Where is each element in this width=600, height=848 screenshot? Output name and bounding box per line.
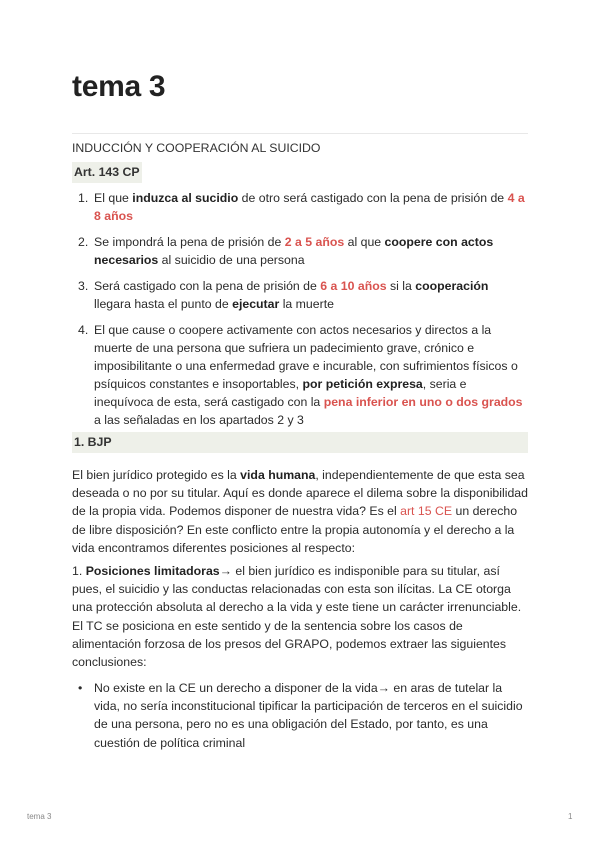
article-list — [72, 189, 528, 437]
list-number: 3. — [78, 279, 89, 293]
bullet-list — [72, 679, 528, 752]
list-number: 2. — [78, 235, 89, 249]
page-title: tema 3 — [72, 70, 166, 103]
paragraph-bjp: El bien jurídico protegido es la vida humana, independientemente de que esta sea deseada o no por su titular. Aquí es donde aparece el dilema sobre la disponibilidad de la propia vida. Podemos disponer de nuestra vida? Es el art 15 CE un derecho de libre disposición? En este conflicto entre la propia autonomía y el derecho a la vida encontramos diferentes posiciones al respecto: — [72, 468, 528, 555]
list-item: 1. El que induzca al sucidio de otro será castigado con la pena de prisión de 4 a 8 años — [78, 191, 525, 223]
list-number: 1. — [78, 191, 89, 205]
article-link[interactable]: art 15 CE — [400, 504, 453, 519]
paragraph-positions: 1. Posiciones limitadoras→ el bien jurídico es indisponible para su titular, así pues, el suicidio y las conductas relacionadas con esta son ilícitas. La CE otorga una protección absoluta al derecho a la vida y este tiene un carácter irrenunciable. El TC se posiciona en este sentido y de la sentencia sobre los casos de alimentación forzosa de los presos del GRAPO, podemos extraer las siguientes conclusiones: — [72, 564, 522, 670]
divider — [72, 133, 528, 134]
section-heading: 1. BJP — [72, 432, 528, 453]
list-item: 2. Se impondrá la pena de prisión de 2 a 5 años al que coopere con actos necesarios al suicidio de una persona — [78, 235, 494, 267]
page-number: 1 — [568, 812, 573, 821]
bullet-icon: • — [78, 681, 83, 695]
list-number: 4. — [78, 323, 89, 337]
list-item: 4. El que cause o coopere activamente con actos necesarios y directos a la muerte de una persona que sufriera un padecimiento grave, crónico e imposibilitante o una enfermedad grave e incurable, con sufrimientos físicos o psíquicos constantes e insoportables, por petición expresa, seria e inequívoca de esta, será castigado con la pena inferior en uno o dos grados a las señaladas en los apartados 2 y 3 — [78, 323, 523, 427]
footer-title: tema 3 — [27, 812, 52, 821]
list-item: • No existe en la CE un derecho a disponer de la vida→ en aras de tutelar la vida, no sería inconstitucional tipificar la participación de terceros en el suicidio de una persona, pero no es una obligación del Estado, por tanto, es una cuestión de política criminal — [78, 681, 523, 750]
article-heading: Art. 143 CP — [72, 162, 142, 183]
subtitle: INDUCCIÓN Y COOPERACIÓN AL SUICIDO — [72, 141, 321, 155]
list-item: 3. Será castigado con la pena de prisión de 6 a 10 años si la cooperación llegara hasta el punto de ejecutar la muerte — [78, 279, 489, 311]
